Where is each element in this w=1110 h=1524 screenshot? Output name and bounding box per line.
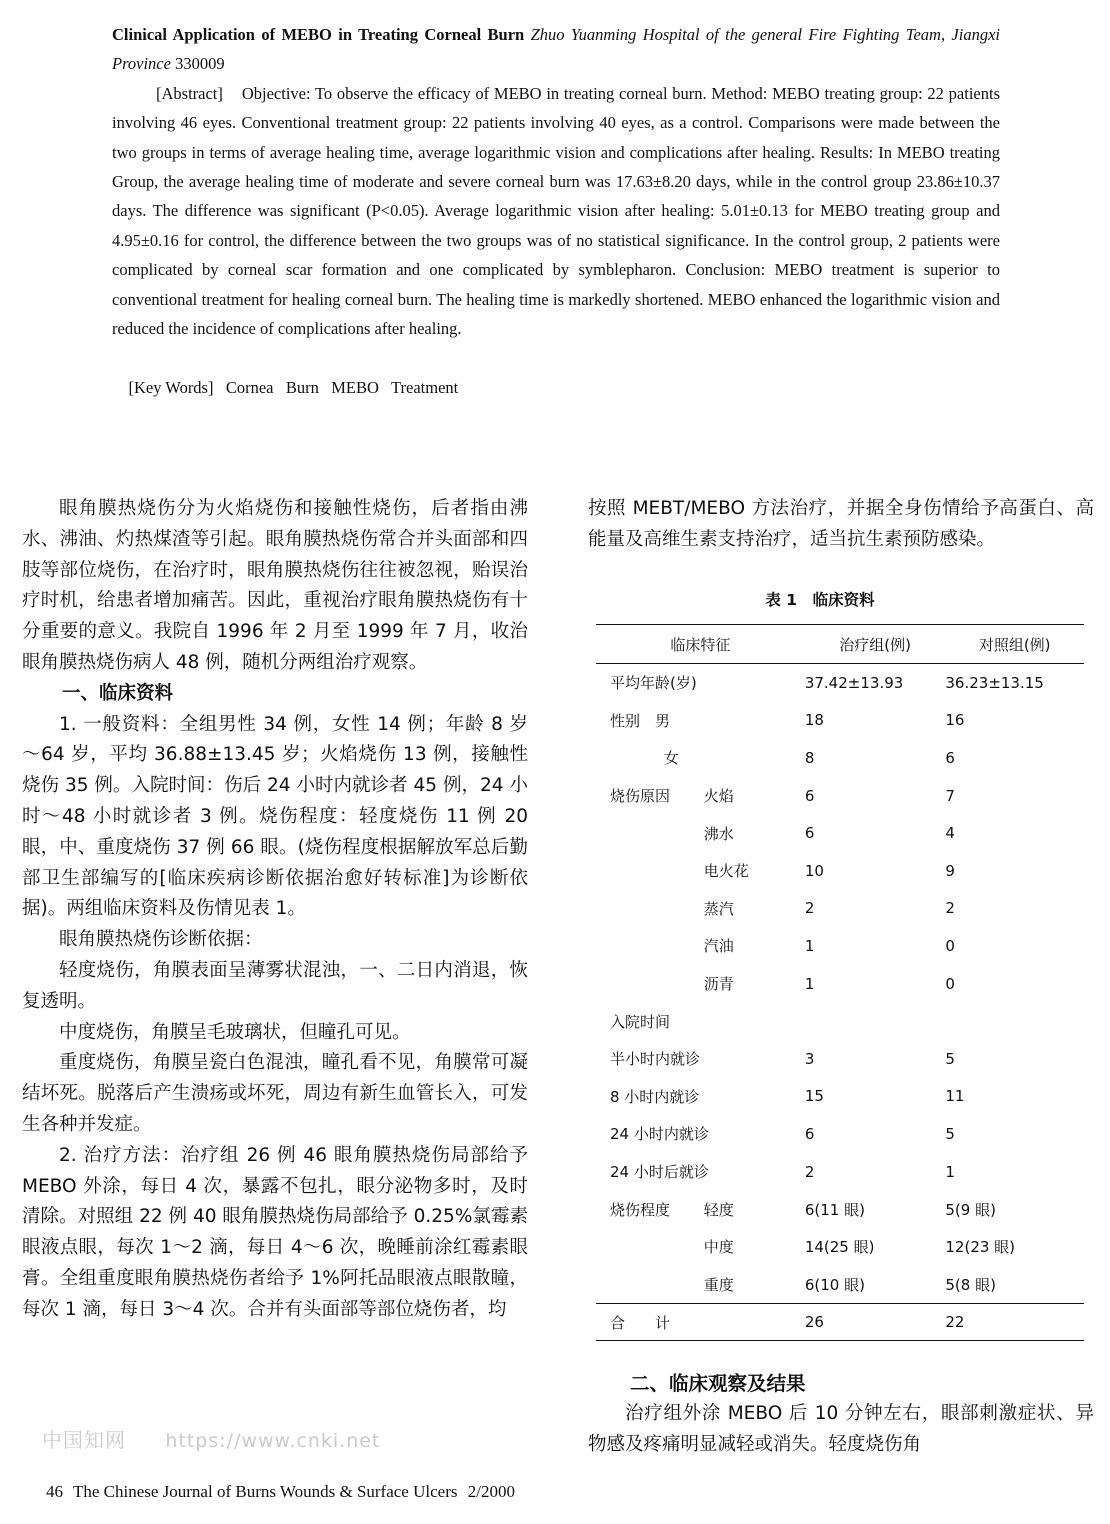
table-cell: 3 [804, 1049, 815, 1068]
table-cell [945, 1002, 1084, 1040]
results-text [588, 1398, 1094, 1460]
abstract-paragraph [112, 79, 1000, 344]
table-cell: 中度 [703, 1238, 734, 1257]
keywords: Cornea Burn MEBO Treatment [225, 377, 459, 397]
watermark-url: https://www.cnki.net [165, 1430, 381, 1452]
table-cell: 14(25 眼) [804, 1238, 875, 1257]
table-cell: 女 [663, 749, 679, 768]
table-cell: 12(23 眼) [945, 1238, 1016, 1257]
table-cell: 重度 [703, 1275, 734, 1294]
diagnosis-basis: 眼角膜热烧伤诊断依据： [59, 929, 263, 951]
table-cell: 2 [804, 899, 815, 918]
article-title: Clinical Application of MEBO in Treating Corneal Burn [112, 25, 525, 44]
table-header: 临床特征 [596, 625, 805, 664]
table-row [596, 739, 1084, 777]
table-cell: 24 小时内就诊 [610, 1125, 709, 1144]
table-cell: 0 [945, 936, 955, 955]
table-cell: 1 [804, 936, 815, 955]
table-cell: 26 [805, 1304, 946, 1341]
table-cell [704, 702, 805, 740]
severe-burn-paragraph: 重度烧伤，角膜呈瓷白色混浊，瞳孔看不见，角膜常可凝结坏死。脱落后产生溃疡或坏死，周边有新生血管长入，可发生各种并发症。 [22, 1052, 528, 1135]
table-row [596, 814, 1084, 852]
table-row [596, 664, 1084, 702]
table-row [596, 1228, 1084, 1266]
table-cell: 6 [804, 1124, 815, 1143]
abstract-label: [Abstract] [156, 83, 223, 103]
table-cell: 10 [804, 861, 824, 880]
table-cell: 烧伤原因 [610, 787, 671, 806]
table-cell: 8 小时内就诊 [610, 1087, 700, 1106]
table-cell: 电火花 [703, 862, 749, 881]
table-cell: 6(11 眼) [804, 1200, 865, 1219]
table-cell: 16 [945, 711, 965, 730]
abstract-text: Objective: To observe the efficacy of MEBO in treating corneal burn. Method: MEBO treating group: 22 patients involving 46 eyes. Conventional treatment group: 22 patients involving 40 eyes, as a control. Comparisons were made between the two groups in terms of average healing time, average logarithmic vision and complications after healing. Results: In MEBO treating Group, the average healing time of moderate and severe corneal burn was 17.63±8.20 days, while in the control group 23.86±10.37 days. The difference was significant (P<0.05). Average logarithmic vision after healing: 5.01±0.13 for MEBO treating group and 4.95±0.16 for control, the difference between the two groups was of no statistical significance. In the control group, 2 patients were complicated by corneal scar formation and one complicated by symblepharon. Conclusion: MEBO treatment is superior to conventional treatment for healing corneal burn. The healing time is markedly shortened. MEBO enhanced the logarithmic vision and reduced the incidence of complications after healing. [112, 83, 1000, 339]
section-heading-2: 二、临床观察及结果 [630, 1372, 806, 1395]
table-cell: 沸水 [703, 824, 734, 843]
table-cell: 6 [804, 824, 815, 843]
table-header: 对照组(例) [945, 625, 1084, 664]
issue-number: 2/2000 [467, 1482, 515, 1501]
mild-burn-paragraph: 轻度烧伤，角膜表面呈薄雾状混浊，一、二日内消退，恢复透明。 [22, 959, 528, 1012]
table-cell: 沥青 [703, 975, 734, 994]
table-cell [596, 965, 704, 1003]
table-row [596, 852, 1084, 890]
table-cell: 2 [945, 899, 955, 918]
general-data-paragraph: 1. 一般资料：全组男性 34 例，女性 14 例；年龄 8 岁～64 岁，平均 36.88±13.45 岁；火焰烧伤 13 例，接触性烧伤 35 例。入院时间：伤后 24 小时内就诊者 45 例，24 小时～48 小时就诊者 3 例。烧伤程度：轻度烧伤 11 例 20 眼，中、重度烧伤 37 例 66 眼。(烧伤程度根据解放军总后勤部卫生部编写的[临床疾病诊断依据治愈好转标准]为诊断依据)。两组临床资料及伤情见表 1。 [22, 713, 528, 920]
watermark-brand: 中国知网 [42, 1428, 126, 1452]
page-number: 46 [46, 1482, 63, 1501]
table-cell: 24 小时后就诊 [610, 1163, 709, 1182]
section-heading-1: 一、临床资料 [62, 682, 174, 704]
clinical-data-table-block [596, 588, 1084, 1341]
table-cell: 入院时间 [610, 1012, 671, 1031]
table-cell: 合 计 [596, 1304, 805, 1341]
table-cell: 半小时内就诊 [610, 1050, 701, 1069]
table-cell: 6 [945, 748, 955, 767]
page-footer [46, 1482, 521, 1502]
table-cell: 5(8 眼) [945, 1275, 996, 1294]
table-cell: 性别 男 [610, 711, 671, 730]
table-row [596, 777, 1084, 815]
table-row [596, 1190, 1084, 1228]
table-cell [596, 890, 704, 928]
table-row [596, 702, 1084, 740]
table-row [596, 890, 1084, 928]
table-cell: 9 [945, 861, 955, 880]
table-cell [704, 1002, 805, 1040]
watermark [42, 1424, 380, 1453]
table-cell [596, 814, 704, 852]
table-cell: 0 [945, 974, 955, 993]
table-header: 治疗组(例) [805, 625, 946, 664]
table-cell: 5 [945, 1124, 955, 1143]
table-cell [805, 1002, 946, 1040]
table-row [596, 965, 1084, 1003]
clinical-data-table [596, 624, 1084, 1341]
journal-name: The Chinese Journal of Burns Wounds & Surface Ulcers [72, 1482, 458, 1501]
table-cell: 7 [945, 786, 955, 805]
left-column [22, 494, 528, 1326]
table-cell [596, 852, 704, 890]
table-row [596, 1078, 1084, 1116]
table-row [596, 1153, 1084, 1191]
table-row [596, 1002, 1084, 1040]
keywords-label: [Key Words] [128, 377, 214, 397]
table-cell: 15 [804, 1087, 824, 1106]
table-cell: 18 [804, 711, 824, 730]
table-cell: 6(10 眼) [804, 1275, 865, 1294]
table-cell: 8 [804, 748, 815, 767]
table-cell [704, 664, 805, 702]
table-cell: 平均年龄(岁) [610, 674, 697, 693]
table-cell: 轻度 [703, 1200, 734, 1219]
table-cell: 37.42±13.93 [804, 673, 904, 692]
table-cell: 22 [945, 1304, 1084, 1341]
table-cell: 火焰 [703, 787, 734, 806]
table-cell: 11 [945, 1087, 965, 1106]
table-cell: 1 [804, 974, 815, 993]
table-cell [596, 1266, 704, 1304]
table-total-row [596, 1304, 1084, 1341]
right-column [588, 494, 1094, 556]
intro-paragraph: 眼角膜热烧伤分为火焰烧伤和接触性烧伤，后者指由沸水、沸油、灼热煤渣等引起。眼角膜热烧伤常合并头面部和四肢等部位烧伤，在治疗时，眼角膜热烧伤往往被忽视，贻误治疗时机，给患者增加痛苦。因此，重视治疗眼角膜热烧伤有十分重要的意义。我院自 1996 年 2 月至 1999 年 7 月，收治眼角膜热烧伤病人 48 例，随机分两组治疗观察。 [22, 498, 528, 673]
table-caption: 表 1 临床资料 [765, 591, 875, 609]
treatment-paragraph: 2. 治疗方法：治疗组 26 例 46 眼角膜热烧伤局部给予 MEBO 外涂，每日 4 次，暴露不包扎，眼分泌物多时，及时清除。对照组 22 例 40 眼角膜热烧伤局部给予 0.25%氯霉素眼液点眼，每次 1～2 滴，每日 4～6 次，晚睡前涂红霉素眼膏。全组重度眼角膜热烧伤者给予 1%阿托品眼液点眼散瞳，每次 1 滴，每日 3～4 次。合并有头面部等部位烧伤者，均 [22, 1144, 528, 1320]
table-cell: 汽油 [703, 937, 734, 956]
table-cell: 36.23±13.15 [945, 673, 1044, 692]
table-row [596, 1266, 1084, 1304]
table-cell: 2 [804, 1162, 815, 1181]
treatment-continued: 按照 MEBT/MEBO 方法治疗，并据全身伤情给予高蛋白、高能量及高维生素支持治疗，适当抗生素预防感染。 [588, 498, 1094, 550]
keywords-line [112, 343, 1000, 431]
table-cell: 蒸汽 [703, 899, 734, 918]
table-cell: 4 [945, 824, 955, 843]
article-authors: Zhuo Yuanming Hospital of the general Fire Fighting Team, Jiangxi Province [112, 25, 1001, 74]
table-cell: 5(9 眼) [945, 1200, 996, 1219]
moderate-burn-paragraph: 中度烧伤，角膜呈毛玻璃状，但瞳孔可见。 [59, 1021, 411, 1043]
table-header-row [596, 625, 1084, 664]
table-cell [596, 739, 704, 777]
table-cell: 1 [945, 1162, 955, 1181]
table-row [596, 1040, 1084, 1078]
article-title-line [112, 20, 1000, 79]
postcode: 330009 [175, 54, 225, 74]
table-row [596, 1115, 1084, 1153]
table-cell [596, 927, 704, 965]
table-cell [596, 1228, 704, 1266]
table-row [596, 927, 1084, 965]
table-cell: 5 [945, 1049, 955, 1068]
english-abstract [112, 20, 1000, 432]
results-paragraph: 治疗组外涂 MEBO 后 10 分钟左右，眼部刺激症状、异物感及疼痛明显减轻或消失。轻度烧伤角 [588, 1403, 1094, 1455]
table-cell: 6 [804, 786, 815, 805]
table-cell: 烧伤程度 [610, 1200, 671, 1219]
